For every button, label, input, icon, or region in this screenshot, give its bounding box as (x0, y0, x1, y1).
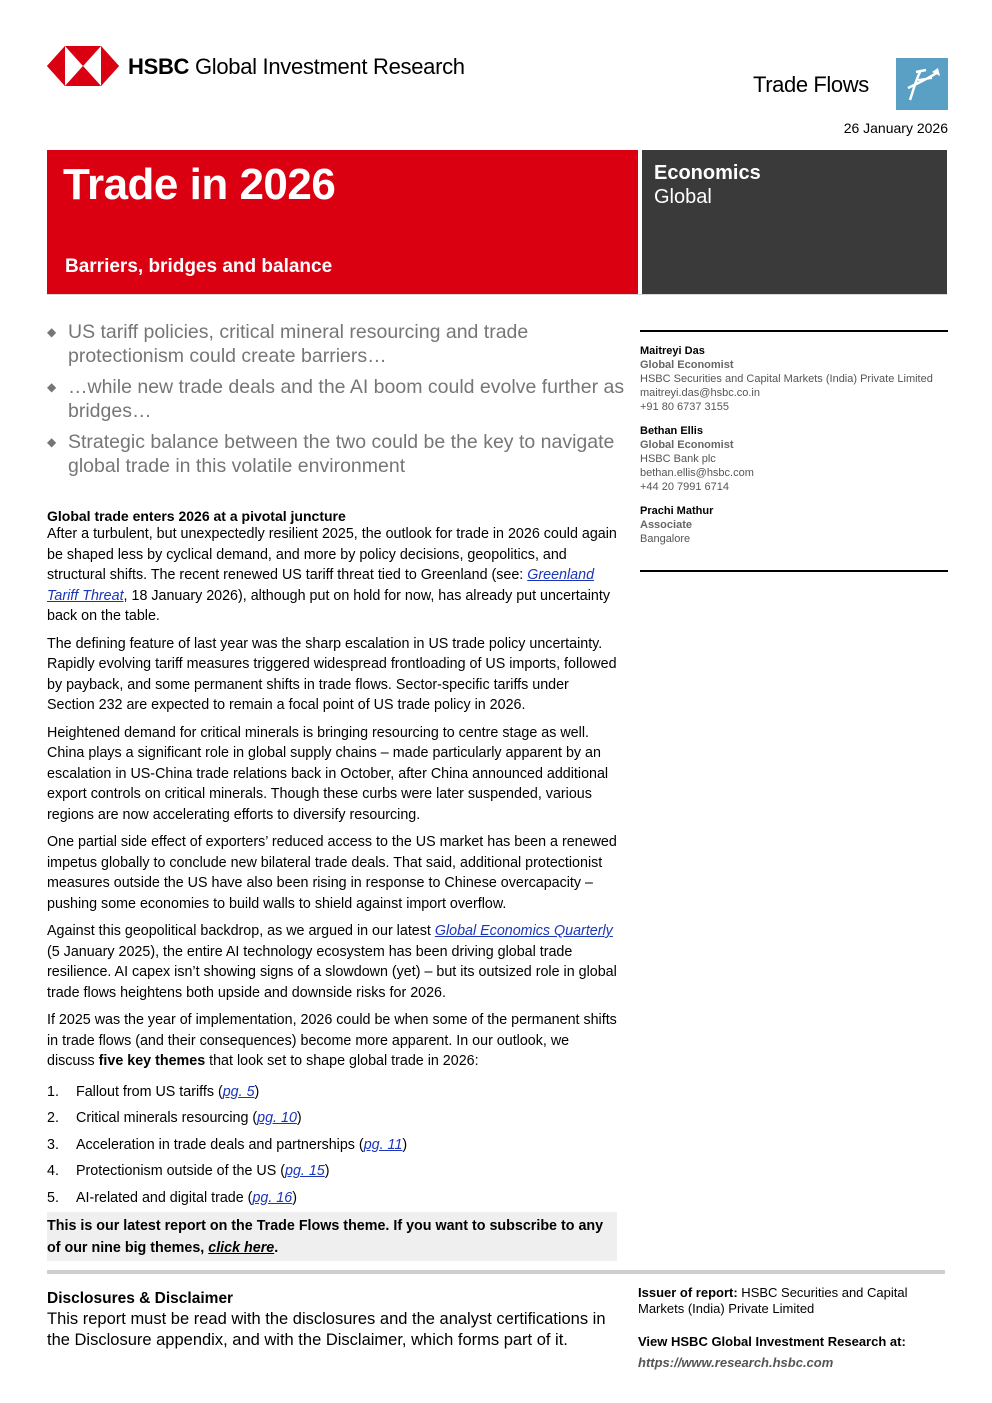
analyst-card (640, 424, 948, 494)
theme-item: 2. Critical minerals resourcing (pg. 10) (47, 1110, 302, 1126)
page-link[interactable]: pg. 11 (363, 1136, 403, 1153)
theme-item: 3. Acceleration in trade deals and partnerships (pg. 11) (47, 1136, 408, 1153)
category-box (642, 150, 947, 294)
paragraph: Against this geopolitical backdrop, as we argued in our latest Global Economics Quarterly (5 January 2025), the entire AI technology ecosystem has been driving global trade resilience. AI capex isn’t showing signs of a slowdown (yet) – but its outsized role in global trade flows heightens both upside and downside risks for 2026. (47, 923, 617, 1001)
category-label: Economics (654, 162, 761, 184)
highlight-item: ◆ Strategic balance between the two could be the key to navigate global trade in this volatile environment (47, 431, 615, 477)
section-heading: Global trade enters 2026 at a pivotal juncture (47, 508, 346, 524)
analyst-role: Global Economist (640, 359, 734, 371)
paragraph: If 2025 was the year of implementation, 2026 could be when some of the permanent shifts in trade flows (and their consequences) become more apparent. In our outlook, we discuss five key themes that look set to shape global trade in 2026: (47, 1012, 617, 1069)
report-subtitle: Barriers, bridges and balance (65, 256, 333, 277)
disclosures-title: Disclosures & Disclaimer (47, 1290, 234, 1307)
diamond-bullet-icon: ◆ (47, 325, 57, 339)
analyst-email[interactable]: bethan.ellis@hsbc.com (640, 467, 754, 479)
main-body (47, 508, 617, 1261)
theme-item: 4. Protectionism outside of the US (pg. 15) (47, 1163, 330, 1179)
theme-item: 1. Fallout from US tariffs (pg. 5) (47, 1083, 260, 1100)
highlights-list (47, 320, 627, 485)
research-url-link[interactable]: https://www.research.hsbc.com (638, 1355, 834, 1370)
footer-divider (47, 1270, 945, 1274)
theme-title: Trade Flows (753, 72, 869, 97)
global-economics-quarterly-link[interactable]: Global Economics Quarterly (434, 923, 613, 939)
page-link[interactable]: pg. 5 (222, 1083, 255, 1100)
disclosures-text: This report must be read with the disclosures and the analyst certifications in the Disclosure appendix, and with the Disclaimer, which forms part of it. (47, 1310, 606, 1349)
analyst-card (640, 504, 948, 546)
analyst-role: Global Economist (640, 439, 734, 451)
diamond-bullet-icon: ◆ (47, 380, 57, 394)
highlight-item: ◆ …while new trade deals and the AI boom could evolve further as bridges… (47, 376, 625, 422)
diamond-bullet-icon: ◆ (47, 435, 57, 449)
themes-list (47, 1079, 617, 1212)
report-title: Trade in 2026 (63, 160, 336, 209)
theme-item: 5. AI-related and digital trade (pg. 16) (47, 1189, 297, 1206)
paragraph: Heightened demand for critical minerals is bringing resourcing to centre stage as well. China plays a significant role in global supply chains – made particularly apparent by an escalation in US-China trade relations back in October, after China announced additional export controls on critical minerals. Though these curbs were later suspended, various regions are now accelerating efforts to diversify resourcing. (47, 724, 609, 823)
subscribe-box: This is our latest report on the Trade Flows theme. If you want to subscribe to any of our nine big themes, click here. (47, 1212, 617, 1261)
analyst-location: Bangalore (640, 533, 691, 545)
brand-rest: Global Investment Research (194, 54, 465, 79)
paragraph: The defining feature of last year was the sharp escalation in US trade policy uncertainty. Rapidly evolving tariff measures triggered widespread frontloading of US imports, followed by payback, and some permanent shifts in trade flows. Sector-specific tariffs under Section 232 are expected to remain a focal point of US trade policy in 2026. (47, 635, 617, 713)
publication-date: 26 January 2026 (843, 120, 948, 136)
issuer-section (638, 1285, 938, 1371)
analyst-email[interactable]: maitreyi.das@hsbc.co.in (640, 387, 760, 399)
subscribe-link[interactable]: click here (208, 1240, 275, 1256)
view-research-label: View HSBC Global Investment Research at: (638, 1334, 906, 1349)
trade-flows-icon (896, 58, 948, 110)
brand-name (128, 54, 465, 80)
analyst-name: Maitreyi Das (640, 345, 705, 357)
analyst-name: Bethan Ellis (640, 425, 703, 437)
analyst-panel (640, 330, 948, 556)
paragraph: One partial side effect of exporters’ reduced access to the US market has been a renewed impetus globally to conclude new bilateral trade deals. That said, additional protectionist measures outside the US have also been rising in response to Chinese overcapacity – pushing some economies to build walls to shield against import overflow. (47, 834, 617, 912)
banner-divider (47, 294, 947, 295)
title-banner (47, 150, 638, 294)
page-link[interactable]: pg. 16 (252, 1189, 293, 1206)
hsbc-hexagon-logo (47, 46, 119, 86)
highlight-item: ◆ US tariff policies, critical mineral resourcing and trade protectionism could create barriers… (47, 321, 529, 367)
issuer-info: Issuer of report: HSBC Securities and Capital Markets (India) Private Limited (638, 1285, 908, 1316)
analyst-panel-divider (640, 570, 948, 572)
page-link[interactable]: pg. 10 (257, 1110, 297, 1126)
analyst-name: Prachi Mathur (640, 505, 714, 517)
brand-bold: HSBC (128, 54, 190, 79)
paragraph: After a turbulent, but unexpectedly resilient 2025, the outlook for trade in 2026 could again be shaped less by cyclical demand, and more by policy decisions, geopolitics, and structural shifts. The recent renewed US tariff threat tied to Greenland (see: Greenland Tariff Threat, 18 January 2026), although put on hold for now, has already put uncertainty back on the table. (47, 526, 617, 624)
analyst-card (640, 344, 948, 414)
analyst-org: HSBC Securities and Capital Markets (India) Private Limited (640, 373, 933, 385)
analyst-phone: +91 80 6737 3155 (640, 401, 730, 413)
analyst-role: Associate (640, 519, 692, 531)
analyst-org: HSBC Bank plc (640, 453, 716, 465)
analyst-phone: +44 20 7991 6714 (640, 481, 730, 493)
greenland-tariff-link[interactable]: Greenland Tariff Threat (47, 567, 595, 604)
disclosures-section (47, 1289, 617, 1350)
region-label: Global (654, 186, 712, 208)
page-link[interactable]: pg. 15 (285, 1163, 325, 1179)
